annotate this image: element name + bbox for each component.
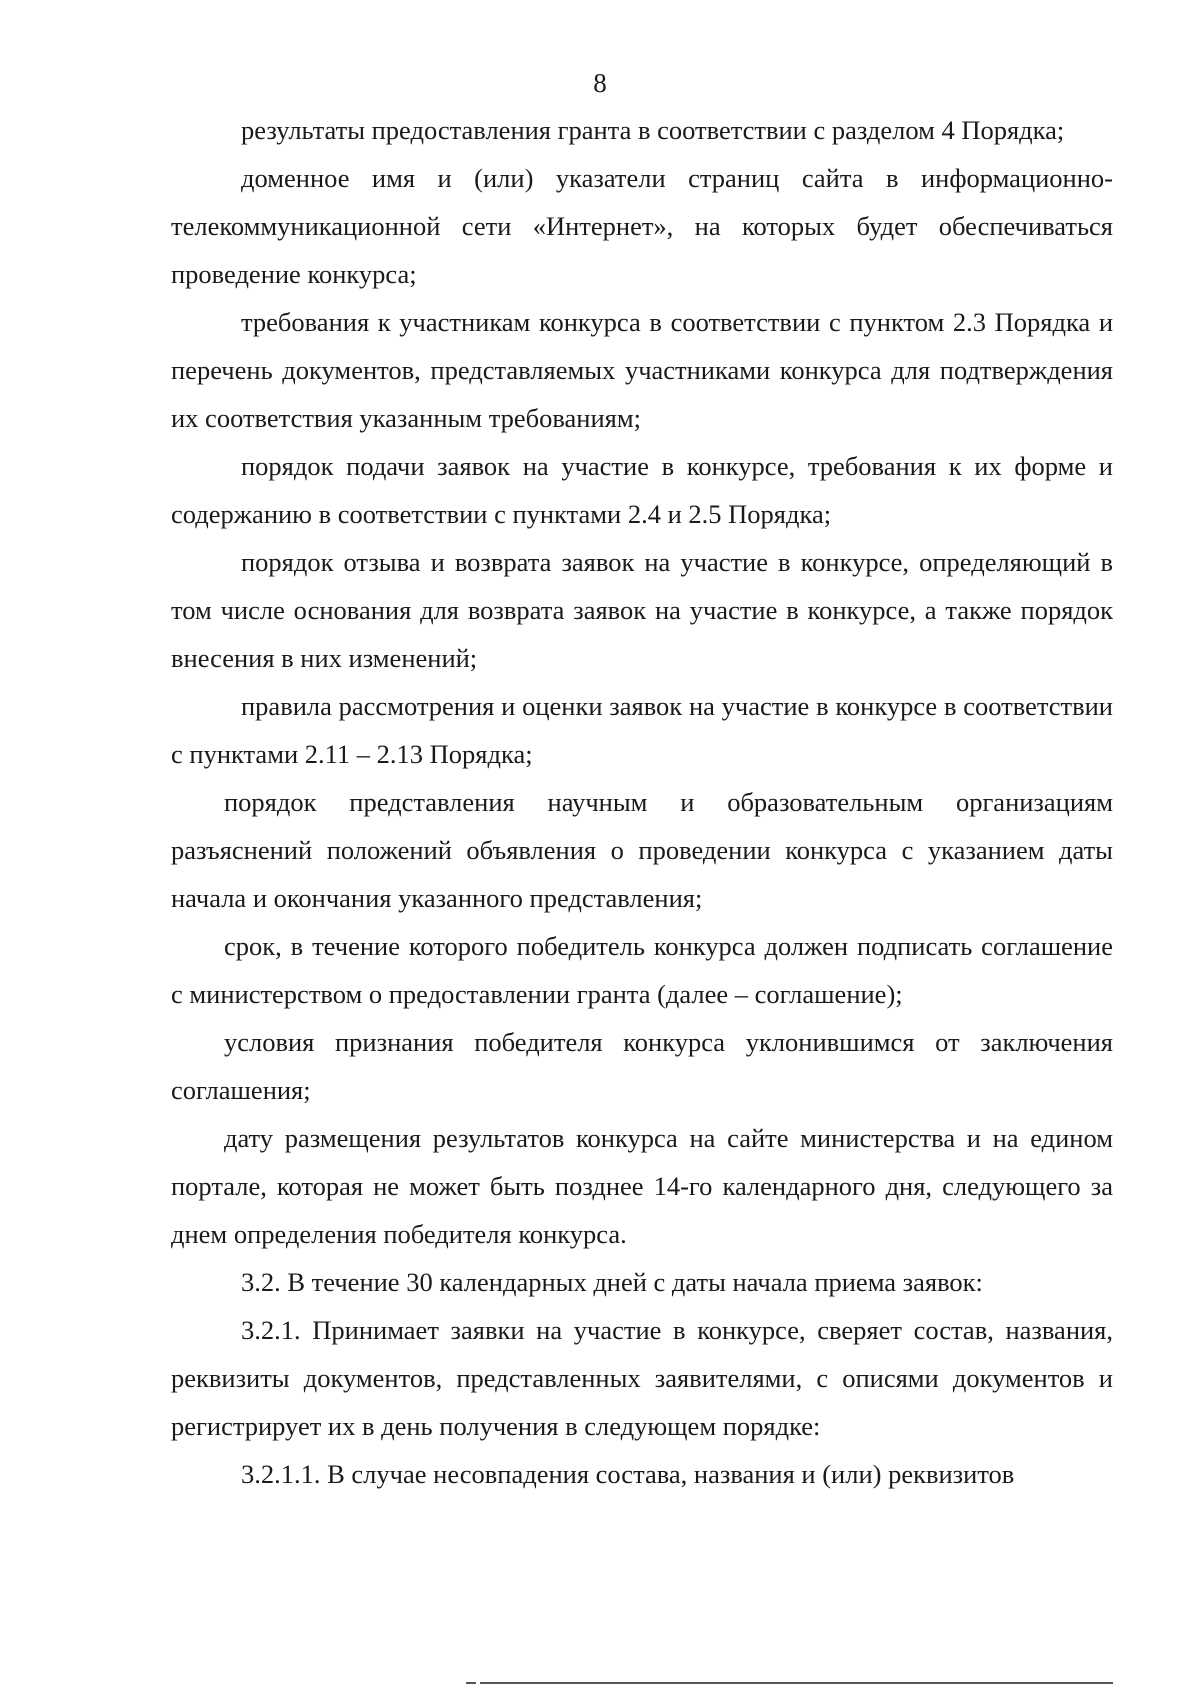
paragraph-withdrawal-procedure: порядок отзыва и возврата заявок на участие в конкурсе, определяющий в том числе основания для возврата заявок на участие в конкурсе, а также порядок внесения в них изменений; xyxy=(171,547,1113,673)
paragraph-evaluation-rules: правила рассмотрения и оценки заявок на участие в конкурсе в соответствии с пунктами 2.11 – 2.13 Порядка; xyxy=(171,691,1113,769)
paragraph-results-publication: дату размещения результатов конкурса на сайте министерства и на едином портале, которая не может быть позднее 14-го календарного дня, следующего за днем определения победителя конкурса. xyxy=(171,1123,1113,1249)
page-number: 8 xyxy=(593,68,607,98)
paragraph-domain-name: доменное имя и (или) указатели страниц сайта в информационно-телекоммуникационной сети «Интернет», на которых будет обеспечиваться проведение конкурса; xyxy=(171,163,1113,289)
footer-rule-tick xyxy=(466,1682,476,1684)
paragraph-section-3-2-1-1: 3.2.1.1. В случае несовпадения состава, названия и (или) реквизитов xyxy=(241,1459,1015,1489)
paragraph-clarifications: порядок представления научным и образовательным организациям разъяснений положений объявления о проведении конкурса с указанием даты начала и окончания указанного представления; xyxy=(171,787,1113,913)
paragraph-section-3-2-1: 3.2.1. Принимает заявки на участие в конкурсе, сверяет состав, названия, реквизиты документов, представленных заявителями, с описями документов и регистрирует их в день получения в следующем порядке: xyxy=(171,1315,1113,1441)
paragraph-participant-requirements: требования к участникам конкурса в соответствии с пунктом 2.3 Порядка и перечень документов, представляемых участниками конкурса для подтверждения их соответствия указанным требованиям; xyxy=(171,307,1113,433)
paragraph-application-procedure: порядок подачи заявок на участие в конкурсе, требования к их форме и содержанию в соответствии с пунктами 2.4 и 2.5 Порядка; xyxy=(171,451,1113,529)
paragraph-signing-deadline: срок, в течение которого победитель конкурса должен подписать соглашение с министерством о предоставлении гранта (далее – соглашение); xyxy=(171,931,1113,1009)
paragraph-section-3-2: 3.2. В течение 30 календарных дней с даты начала приема заявок: xyxy=(241,1267,983,1297)
paragraph-evasion-conditions: условия признания победителя конкурса уклонившимся от заключения соглашения; xyxy=(171,1027,1113,1105)
paragraph-grant-results: результаты предоставления гранта в соответствии с разделом 4 Порядка; xyxy=(241,115,1065,145)
document-body xyxy=(171,106,1113,1498)
footer-rule xyxy=(480,1682,1113,1684)
